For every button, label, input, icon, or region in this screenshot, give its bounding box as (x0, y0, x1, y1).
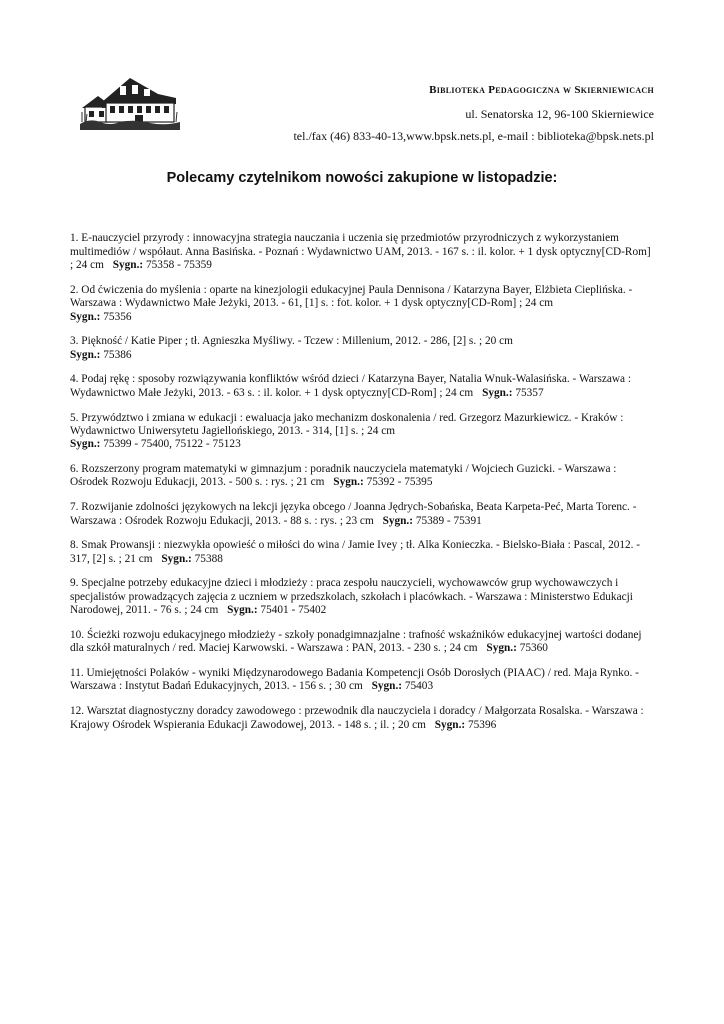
sygn-label: Sygn.: (70, 348, 101, 361)
entry-text: 9. Specjalne potrzeby edukacyjne dzieci i młodzieży : praca zespołu nauczycieli, wychowawców grup wychowawczych i specjalistów prowadzących zajęcia z uczniem w przedszkolach, szkołach i placówkach. - Warszawa : Ministerstwo Edukacji Narodowej, 2011. - 76 s. ; 24 cm (70, 577, 633, 617)
entry-text: 4. Podaj rękę : sposoby rozwiązywania konfliktów wśród dzieci / Katarzyna Bayer, Natalia Wnuk-Walasińska. - Warszawa : Wydawnictwo Małe Jeżyki, 2013. - 63 s. : il. kolor. + 1 dysk optyczny[CD-Rom] ; 24 cm (70, 373, 632, 399)
call-number: 75399 - 75400, 75122 - 75123 (103, 438, 241, 451)
sygn-label: Sygn.: (371, 680, 403, 693)
sygn-label: Sygn.: (161, 552, 192, 565)
call-number: 75388 (194, 552, 223, 565)
letterhead (293, 83, 654, 143)
sygn-label: Sygn.: (382, 514, 414, 527)
new-acquisitions-list (70, 221, 656, 738)
entry-text: 3. Piękność / Katie Piper ; tł. Agnieszka Myśliwy. - Tczew : Millenium, 2012. - 286, [2] s. ; 20 cm (70, 335, 513, 348)
list-item (70, 667, 656, 694)
library-contact: tel./fax (46) 833-40-13,www.bpsk.nets.pl, e-mail : biblioteka@bpsk.nets.pl (293, 129, 654, 143)
sygn-label: Sygn.: (112, 259, 144, 272)
sygn-label: Sygn.: (227, 604, 258, 617)
call-number: 75403 (404, 680, 434, 693)
list-item (70, 463, 656, 490)
sygn-label: Sygn.: (434, 718, 466, 731)
entry-text: 10. Ścieżki rozwoju edukacyjnego młodzieży - szkoły ponadgimnazjalne : trafność wskaźników edukacyjnej wartości dodanej dla szkół maturalnych / red. Maciej Karwowski. - Warszawa : PAN, 2013. - 230 s. ; 24 cm (70, 628, 642, 655)
library-building-logo (80, 72, 180, 130)
call-number: 75401 - 75402 (260, 604, 327, 617)
list-item (70, 577, 656, 617)
page-title: Polecamy czytelnikom nowości zakupione w listopadzie: (166, 170, 558, 186)
list-item (70, 501, 656, 528)
list-item (70, 373, 656, 400)
sygn-label: Sygn.: (70, 438, 101, 451)
call-number: 75386 (103, 348, 132, 361)
call-number: 75357 (515, 386, 544, 399)
library-address: ul. Senatorska 12, 96-100 Skierniewice (465, 107, 654, 121)
sygn-label: Sygn.: (70, 310, 101, 323)
call-number: 75396 (468, 718, 497, 731)
list-item (70, 705, 656, 732)
sygn-label: Sygn.: (482, 386, 513, 399)
call-number: 75358 - 75359 (146, 259, 212, 272)
call-number: 75356 (103, 310, 132, 323)
list-item (70, 412, 656, 452)
list-item (70, 539, 656, 566)
list-item (70, 284, 656, 324)
call-number: 75389 - 75391 (415, 514, 482, 527)
sygn-label: Sygn.: (486, 642, 517, 655)
library-name: Biblioteka Pedagogiczna w Skierniewicach (429, 84, 654, 96)
entry-text: 1. E-nauczyciel przyrody : innowacyjna strategia nauczania i uczenia się przedmiotów przyrodniczych z wykorzystaniem multimediów / współaut. Anna Basińska. - Poznań : Wydawnictwo UAM, 2013. - 167 s. : il. kolor. + 1 dysk optyczny[CD-Rom] ; 24 cm (70, 232, 651, 272)
list-item (70, 232, 656, 272)
entry-text: 7. Rozwijanie zdolności językowych na lekcji języka obcego / Joanna Jędrych-Sobańska, Beata Karpeta-Peć, Marta Torenc. - Warszawa : Ośrodek Rozwoju Edukacji, 2013. - 88 s. : rys. ; 23 cm (70, 501, 637, 527)
entry-text: 6. Rozszerzony program matematyki w gimnazjum : poradnik nauczyciela matematyki / Wojciech Guzicki. - Warszawa : Ośrodek Rozwoju Edukacji, 2013. - 500 s. : rys. ; 21 cm (70, 463, 617, 489)
call-number: 75360 (519, 642, 548, 655)
list-item (70, 629, 656, 656)
list-item (70, 335, 656, 362)
entry-text: 12. Warsztat diagnostyczny doradcy zawodowego : przewodnik dla nauczyciela i doradcy / Małgorzata Rosalska. - Warszawa : Krajowy Ośrodek Wspierania Edukacji Zawodowej, 2013. - 148 s. ; il. ; 20 cm (70, 705, 644, 731)
entry-text: 5. Przywództwo i zmiana w edukacji : ewaluacja jako mechanizm doskonalenia / red. Grzegorz Mazurkiewicz. - Kraków : Wydawnictwo Uniwersytetu Jagiellońskiego, 2013. - 314, [1] s. ; 24 cm (70, 411, 624, 437)
sygn-label: Sygn.: (333, 476, 364, 489)
entry-text: 2. Od ćwiczenia do myślenia : oparte na kinezjologii edukacyjnej Paula Dennisona / Katarzyna Bayer, Elżbieta Cieplińska. - Warszawa : Wydawnictwo Małe Jeżyki, 2013. - 61, [1] s. : fot. kolor. + 1 dysk optyczny[CD-Rom] ; 24 cm (70, 283, 633, 310)
entry-text: 8. Smak Prowansji : niezwykła opowieść o miłości do wina / Jamie Ivey ; tł. Alka Konieczka. - Bielsko-Biała : Pascal, 2012. - 317, [2] s. ; 21 cm (70, 539, 641, 565)
call-number: 75392 - 75395 (366, 476, 433, 489)
entry-text: 11. Umiejętności Polaków - wyniki Międzynarodowego Badania Kompetencji Osób Dorosłych (PIAAC) / red. Maja Rynko. - Warszawa : Instytut Badań Edukacyjnych, 2013. - 156 s. ; 30 cm (70, 667, 639, 693)
